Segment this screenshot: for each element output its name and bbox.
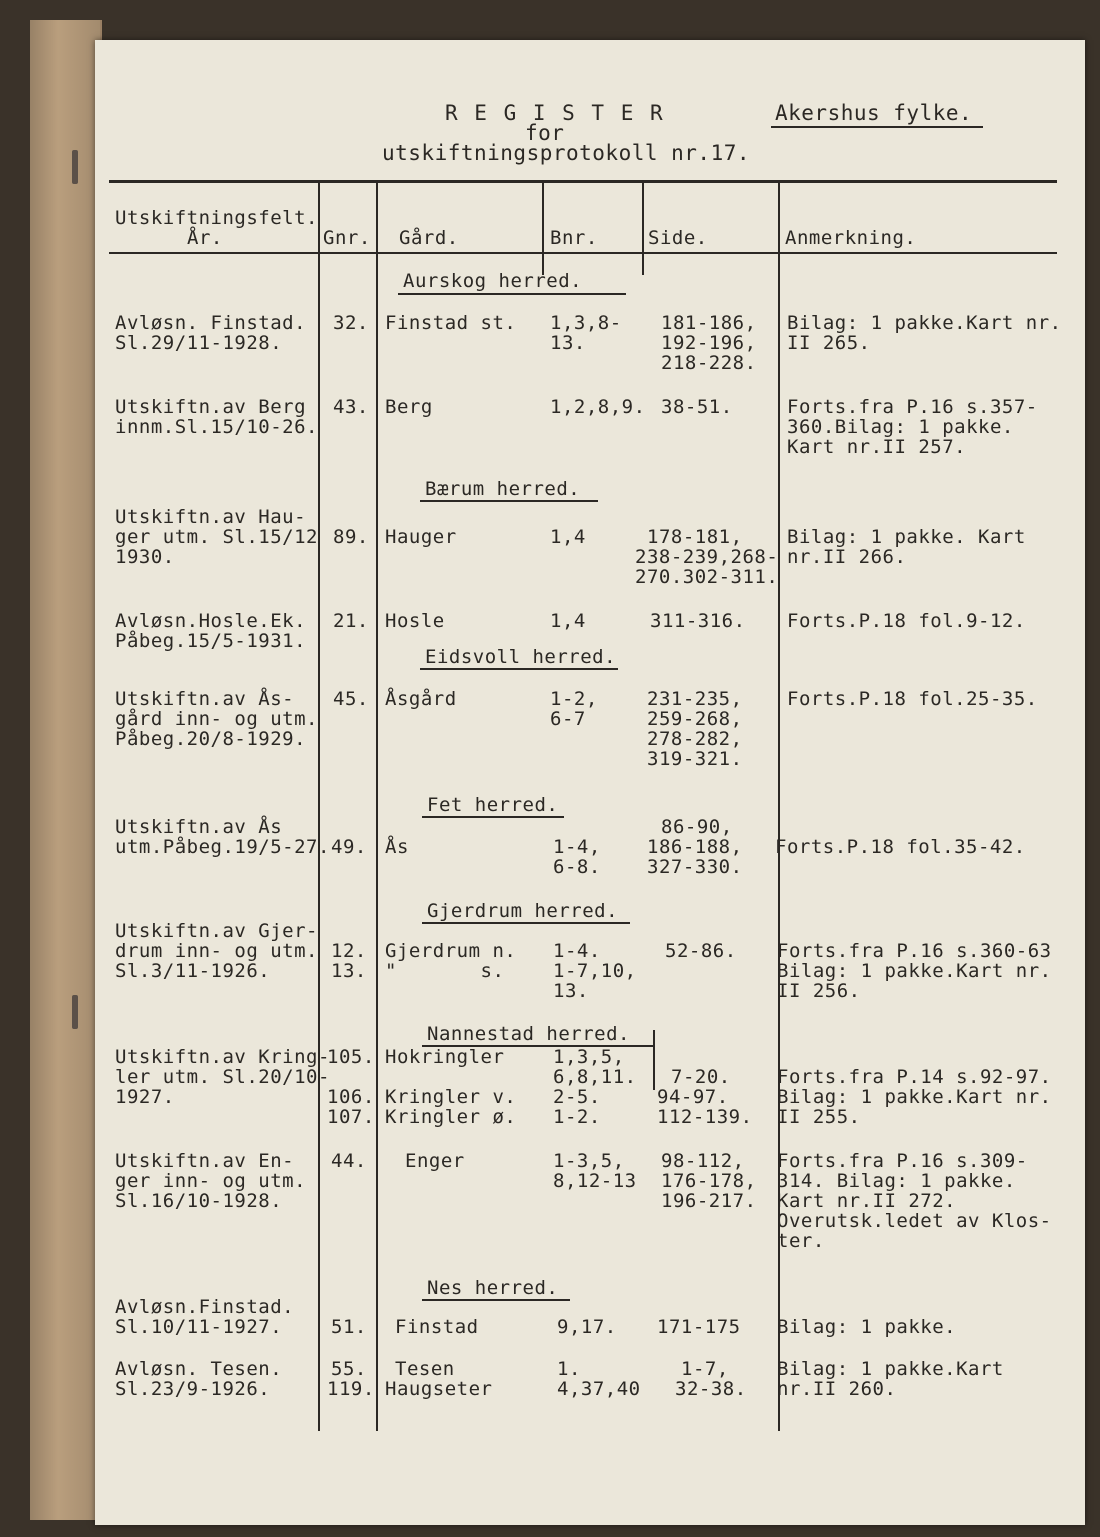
anm-cell: Forts.fra P.16 s.357- <box>787 396 1038 418</box>
felt-cell: Utskiftn.av Berg <box>115 396 307 418</box>
bnr-cell: 1-2, <box>550 688 598 710</box>
side-cell: 94-97. <box>657 1086 729 1108</box>
gard-cell: Finstad <box>395 1316 479 1338</box>
col-divider <box>653 1030 655 1090</box>
side-cell: 112-139. <box>657 1106 753 1128</box>
district-underline <box>422 922 630 924</box>
bnr-cell: 1,4 <box>550 526 586 548</box>
felt-cell: Utskiftn.av Ås- <box>115 688 295 710</box>
anm-cell: ter. <box>777 1230 825 1252</box>
gard-cell: Gjerdrum n. <box>385 940 517 962</box>
anm-cell: Forts.fra P.16 s.309- <box>777 1150 1028 1172</box>
gard-cell: Kringler v. <box>385 1086 517 1108</box>
gnr-cell: 32. <box>333 312 369 334</box>
side-cell: 231-235, <box>647 688 743 710</box>
bnr-cell: 1-3,5, <box>553 1150 625 1172</box>
district-underline <box>422 1299 570 1301</box>
felt-cell: ger utm. Sl.15/12 <box>115 526 318 548</box>
anm-cell: Bilag: 1 pakke.Kart nr. <box>787 312 1062 334</box>
gnr-cell: 89. <box>333 526 369 548</box>
anm-cell: Forts.fra P.14 s.92-97. <box>777 1066 1052 1088</box>
bnr-cell: 1,2,8,9. <box>550 396 646 418</box>
bnr-cell: 1-4. <box>553 940 601 962</box>
gnr-cell: 43. <box>333 396 369 418</box>
gnr-cell: 21. <box>333 610 369 632</box>
side-cell: 176-178, <box>661 1170 757 1192</box>
bnr-cell: 1,3,5, <box>553 1046 625 1068</box>
felt-cell: Påbeg.20/8-1929. <box>115 728 307 750</box>
gnr-cell: 106. <box>327 1086 375 1108</box>
bnr-cell: 13. <box>550 332 586 354</box>
bnr-cell: 1-2. <box>553 1106 601 1128</box>
register-title: R E G I S T E R <box>445 101 665 125</box>
bnr-cell: 1-7,10, <box>553 960 637 982</box>
anm-cell: Overutsk.ledet av Klos- <box>777 1210 1052 1232</box>
gnr-cell: 119. <box>327 1378 375 1400</box>
county-name: Akershus fylke. <box>775 101 973 125</box>
district-heading: Fet herred. <box>427 794 559 816</box>
district-heading: Eidsvoll herred. <box>425 646 617 668</box>
side-cell: 238-239,268- <box>635 546 779 568</box>
felt-cell: Utskiftn.av Kring- <box>115 1046 330 1068</box>
side-cell: 38-51. <box>661 396 733 418</box>
gard-cell: Hokringler <box>385 1046 505 1068</box>
district-heading: Nes herred. <box>427 1277 559 1299</box>
felt-cell: drum inn- og utm. <box>115 940 318 962</box>
gnr-cell: 12. <box>331 940 367 962</box>
col-header-gard: Gård. <box>399 227 459 249</box>
side-cell: 181-186, <box>661 312 757 334</box>
gard-cell: Ås <box>385 836 409 858</box>
anm-cell: Bilag: 1 pakke. <box>777 1316 957 1338</box>
gnr-cell: 49. <box>331 836 367 858</box>
felt-cell: ger inn- og utm. <box>115 1170 307 1192</box>
bnr-cell: 1,3,8- <box>550 312 622 334</box>
side-cell: 52-86. <box>665 940 737 962</box>
anm-cell: Bilag: 1 pakke. Kart <box>787 526 1026 548</box>
gard-cell: " s. <box>385 960 505 982</box>
gnr-cell: 105. <box>327 1046 375 1068</box>
col-divider <box>642 183 644 275</box>
col-header-gnr: Gnr. <box>323 227 371 249</box>
bnr-cell: 4,37,40 <box>557 1378 641 1400</box>
col-divider <box>318 183 320 1431</box>
side-cell: 319-321. <box>647 748 743 770</box>
gnr-cell: 45. <box>333 688 369 710</box>
side-cell: 311-316. <box>650 610 746 632</box>
col-divider <box>542 183 544 275</box>
gard-cell: Hauger <box>385 526 457 548</box>
side-cell: 186-188, <box>647 836 743 858</box>
district-underline <box>422 816 564 818</box>
register-page <box>95 40 1085 1525</box>
district-heading: Gjerdrum herred. <box>427 900 619 922</box>
staple <box>72 150 78 184</box>
bnr-cell: 9,17. <box>557 1316 617 1338</box>
side-cell: 278-282, <box>647 728 743 750</box>
anm-cell: Forts.P.18 fol.9-12. <box>787 610 1026 632</box>
anm-cell: II 265. <box>787 332 871 354</box>
district-underline <box>398 293 626 295</box>
felt-cell: 1930. <box>115 546 175 568</box>
side-cell: 259-268, <box>647 708 743 730</box>
col-divider <box>376 183 378 1431</box>
anm-cell: nr.II 266. <box>787 546 907 568</box>
district-underline <box>420 500 598 502</box>
bnr-cell: 1-4, <box>553 836 601 858</box>
anm-cell: Bilag: 1 pakke.Kart nr. <box>777 1086 1052 1108</box>
gnr-cell: 55. <box>331 1358 367 1380</box>
felt-cell: Avløsn. Finstad. <box>115 312 307 334</box>
felt-cell: Sl.23/9-1926. <box>115 1378 271 1400</box>
side-cell: 32-38. <box>675 1378 747 1400</box>
felt-cell: 1927. <box>115 1086 175 1108</box>
anm-cell: II 256. <box>777 980 861 1002</box>
anm-cell: nr.II 260. <box>777 1378 897 1400</box>
bnr-cell: 13. <box>553 980 589 1002</box>
felt-cell: Sl.10/11-1927. <box>115 1316 283 1338</box>
gard-cell: Hosle <box>385 610 445 632</box>
felt-cell: Utskiftn.av Hau- <box>115 506 307 528</box>
bnr-cell: 2-5. <box>553 1086 601 1108</box>
bnr-cell: 1,4 <box>550 610 586 632</box>
gard-cell: Kringler ø. <box>385 1106 517 1128</box>
felt-cell: innm.Sl.15/10-26. <box>115 416 318 438</box>
bnr-cell: 6-8. <box>553 856 601 878</box>
gard-cell: Enger <box>405 1150 465 1172</box>
felt-cell: Sl.3/11-1926. <box>115 960 271 982</box>
bnr-cell: 8,12-13 <box>553 1170 637 1192</box>
felt-cell: Sl.16/10-1928. <box>115 1190 283 1212</box>
anm-cell: 314. Bilag: 1 pakke. <box>777 1170 1016 1192</box>
register-subtitle: utskiftningsprotokoll nr.17. <box>382 141 751 165</box>
side-cell: 171-175 <box>657 1316 741 1338</box>
gnr-cell: 51. <box>331 1316 367 1338</box>
side-cell: 270.302-311. <box>635 566 779 588</box>
anm-cell: Kart nr.II 257. <box>787 436 967 458</box>
col-header-year: År. <box>187 227 223 249</box>
gnr-cell: 107. <box>327 1106 375 1128</box>
side-cell: 218-228. <box>661 352 757 374</box>
anm-cell: Forts.fra P.16 s.360-63 <box>777 940 1052 962</box>
anm-cell: Bilag: 1 pakke.Kart <box>777 1358 1004 1380</box>
anm-cell: 360.Bilag: 1 pakke. <box>787 416 1014 438</box>
gnr-cell: 13. <box>331 960 367 982</box>
district-heading: Aurskog herred. <box>403 270 583 292</box>
anm-cell: Bilag: 1 pakke.Kart nr. <box>777 960 1052 982</box>
side-cell: 86-90, <box>661 816 733 838</box>
side-cell: 1-7, <box>681 1358 729 1380</box>
col-header-felt: Utskiftningsfelt. <box>115 207 318 229</box>
gard-cell: Haugseter <box>385 1378 493 1400</box>
col-header-bnr: Bnr. <box>550 227 598 249</box>
bnr-cell: 1. <box>557 1358 581 1380</box>
gnr-cell: 44. <box>331 1150 367 1172</box>
gard-cell: Åsgård <box>385 688 457 710</box>
staple <box>72 995 78 1029</box>
side-cell: 327-330. <box>647 856 743 878</box>
register-for: for <box>525 121 565 145</box>
felt-cell: Avløsn. Tesen. <box>115 1358 283 1380</box>
felt-cell: Utskiftn.av Ås <box>115 816 283 838</box>
felt-cell: Påbeg.15/5-1931. <box>115 630 307 652</box>
side-cell: 192-196, <box>661 332 757 354</box>
district-heading: Nannestad herred. <box>427 1023 630 1045</box>
anm-cell: Forts.P.18 fol.25-35. <box>787 688 1038 710</box>
anm-cell: Kart nr.II 272. <box>777 1190 957 1212</box>
felt-cell: Sl.29/11-1928. <box>115 332 283 354</box>
bnr-cell: 6-7 <box>550 708 586 730</box>
col-header-side: Side. <box>648 227 708 249</box>
felt-cell: Avløsn.Hosle.Ek. <box>115 610 307 632</box>
side-cell: 196-217. <box>661 1190 757 1212</box>
felt-cell: Utskiftn.av Gjer- <box>115 920 318 942</box>
header-rule <box>109 252 1057 254</box>
gard-cell: Finstad st. <box>385 312 517 334</box>
anm-cell: Forts.P.18 fol.35-42. <box>775 836 1026 858</box>
anm-cell: II 255. <box>777 1106 861 1128</box>
side-cell: 98-112, <box>661 1150 745 1172</box>
felt-cell: Avløsn.Finstad. <box>115 1296 295 1318</box>
felt-cell: Utskiftn.av En- <box>115 1150 295 1172</box>
side-cell: 7-20. <box>671 1066 731 1088</box>
bnr-cell: 6,8,11. <box>553 1066 637 1088</box>
table-top-rule <box>109 180 1057 183</box>
felt-cell: gård inn- og utm. <box>115 708 318 730</box>
felt-cell: utm.Påbeg.19/5-27. <box>115 836 330 858</box>
book-binding <box>30 20 102 1520</box>
gard-cell: Tesen <box>395 1358 455 1380</box>
gard-cell: Berg <box>385 396 433 418</box>
felt-cell: ler utm. Sl.20/10- <box>115 1066 330 1088</box>
district-underline <box>420 668 618 670</box>
col-header-anm: Anmerkning. <box>785 227 917 249</box>
side-cell: 178-181, <box>647 526 743 548</box>
district-heading: Bærum herred. <box>425 478 581 500</box>
county-underline <box>771 126 983 128</box>
